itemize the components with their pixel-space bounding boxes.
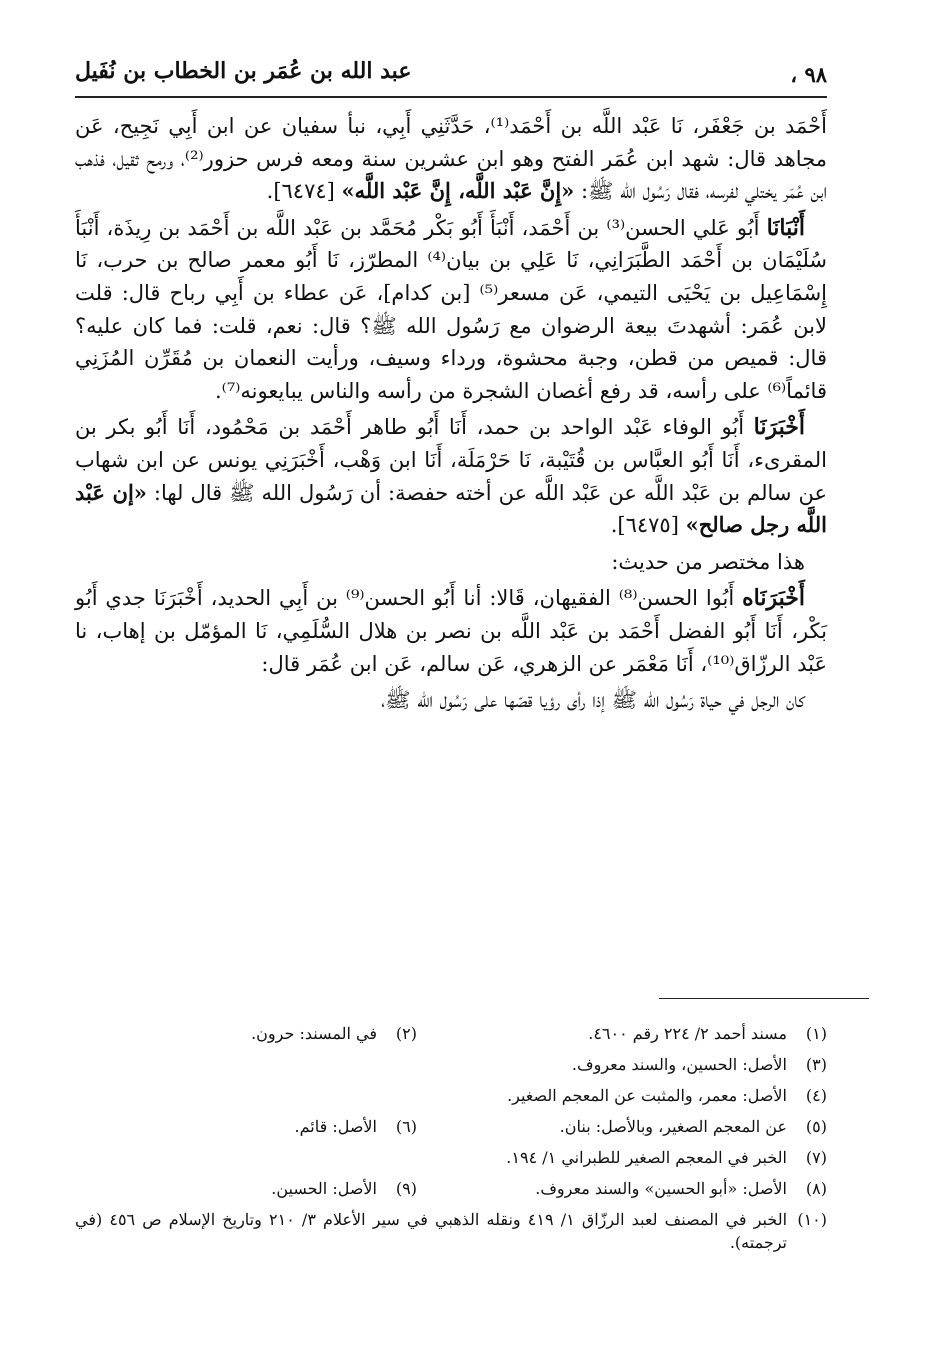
footnote-10: [75, 1208, 827, 1254]
footnote-number: (٩): [395, 1179, 417, 1198]
footnote-text: الأصل: «أبو الحسين» والسند معروف.: [535, 1179, 787, 1198]
header-rule: [75, 96, 827, 98]
footnote-number: (١٠): [797, 1210, 827, 1229]
footnote-text: الأصل: قائم.: [294, 1117, 377, 1136]
footnote-row: [75, 1115, 827, 1138]
footnote-number: (٦): [395, 1117, 417, 1136]
footnote-row: [75, 1022, 827, 1045]
footnote-row: [75, 1084, 827, 1107]
footnote-8: [417, 1177, 827, 1200]
footnote-text: الخبر في المعجم الصغير للطبراني ١/ ١٩٤.: [506, 1148, 787, 1167]
footnotes: [75, 1022, 827, 1262]
footnote-number: (٨): [805, 1179, 827, 1198]
paragraph-4: [75, 546, 827, 579]
paragraph-3-ref: [٦٤٧٥].: [610, 513, 679, 538]
footnote-text: عن المعجم الصغير، وبالأصل: بنان.: [559, 1117, 787, 1136]
paragraph-1-text: أَحْمَد بن جَعْفَر، نَا عَبْد اللَّه بن أَحْمَد⁽¹⁾، حَدَّثَنِي أَبِي، نبأ سفيان عن ابن أَبِي نَجِيح، عَن مجاهد قال: شهد ابن عُمَر الفتح وهو ابن عشرين سنة ومعه فرس حزور⁽²⁾، ورمح ثقيل، فذهب ابن عُمَر يختلي لفرسه، فقال رَسُول الله ﷺ:: [75, 114, 827, 204]
footnote-number: (١): [805, 1024, 827, 1043]
paragraph-1-quote: «إِنَّ عَبْد اللَّه، إِنَّ عَبْد اللَّه»: [341, 178, 575, 204]
footnote-row: [75, 1208, 827, 1254]
footnote-number: (٣): [805, 1055, 827, 1074]
footnote-row: [75, 1053, 827, 1076]
footnote-number: (٧): [805, 1148, 827, 1167]
footnote-7: [75, 1146, 827, 1169]
paragraph-2-lead: أَنْبَانَا: [766, 214, 805, 241]
main-text: [75, 110, 827, 721]
paragraph-4-text: هذا مختصر من حديث:: [611, 549, 805, 574]
footnote-number: (٥): [805, 1117, 827, 1136]
page-header: [75, 58, 827, 94]
footnote-text: الخبر في المصنف لعبد الرزّاق ١/ ٤١٩ ونقله الذهبي في سير الأعلام ٣/ ٢١٠ وتاريخ الإسلام ص ٤٥٦ (في ترجمته).: [75, 1210, 788, 1252]
footnote-4: [75, 1084, 827, 1107]
paragraph-2: [75, 212, 827, 408]
footnote-3: [75, 1053, 827, 1076]
paragraph-2-text: أَبُو عَلي الحسن⁽³⁾ بن أَحْمَد، أَنْبَأَ أَبُو بَكْر مُحَمَّد بن عَبْد اللَّه بن أَحْمَد بن رِيذَة، أَنْبَأَ سُلَيْمَان بن أَحْمَد الطَّبَرَانِي، نَا عَلِي بن بيان⁽⁴⁾ المطرّز، نَا أَبُو معمر صالح بن حرب، نَا إِسْمَاعِيل بن يَحْيَى التيمي، عَن مسعر⁽⁵⁾ [بن كدام]، عَن عطاء بن أَبِي رباح قال: قلت لابن عُمَر: أشهدتَ بيعة الرضوان مع رَسُول الله ﷺ؟ قال: نعم، قلت: فما كان عليه؟ قال: قميص من قطن، وجبة محشوة، ورداء وسيف، ورأيت النعمان بن مُقَرِّن المُزَنِي قائماً⁽⁶⁾ على رأسه، قد رفع أغصان الشجرة من رأسه والناس يبايعونه⁽⁷⁾.: [75, 215, 828, 403]
page-number: ٩٨ ،: [790, 62, 827, 87]
footnote-text: مسند أحمد ٢/ ٢٢٤ رقم ٤٦٠٠.: [588, 1024, 787, 1043]
paragraph-5: [75, 582, 827, 680]
footnote-number: (٢): [395, 1024, 417, 1043]
footnote-number: (٤): [805, 1086, 827, 1105]
paragraph-6-text: كان الرجل في حياة رَسُول الله ﷺ إذا رأى رؤيا قصّها على رَسُول الله ﷺ،: [381, 688, 805, 713]
footnote-9: [87, 1177, 417, 1200]
footnote-row: [75, 1146, 827, 1169]
footnote-2: [87, 1022, 417, 1045]
paragraph-3-text: أَبُو الوفاء عَبْد الواحد بن حمد، أَنَا أَبُو طاهر أَحْمَد بن مَحْمُود، أَنَا أَبُو بكر بن المقرىء، أَنَا أَبُو العبَّاس بن قُتَيْبة، نَا حَرْمَلَة، أَنَا ابن وَهْب، أَخْبَرَنِي يونس عن ابن شهاب عن سالم بن عَبْد اللَّه عن عَبْد اللَّه عن أخته حفصة: أن رَسُول الله ﷺ قال لها:: [75, 415, 827, 505]
footnote-text: الأصل: معمر، والمثبت عن المعجم الصغير.: [507, 1086, 787, 1105]
footnote-row: [75, 1177, 827, 1200]
footnote-separator: [659, 998, 869, 999]
paragraph-5-lead: أَخْبَرَنَاه: [742, 585, 805, 612]
footnote-text: الأصل: الحسين، والسند معروف.: [571, 1055, 787, 1074]
running-title: عبد الله بن عُمَر بن الخطاب بن نُفَيل: [75, 58, 412, 84]
paragraph-3: [75, 411, 827, 541]
footnote-text: في المسند: حرون.: [251, 1024, 377, 1043]
paragraph-1: [75, 110, 827, 208]
footnote-1: [417, 1022, 827, 1045]
paragraph-3-lead: أَخْبَرَنَا: [753, 414, 805, 441]
paragraph-6: [75, 684, 827, 717]
footnote-text: الأصل: الحسين.: [271, 1179, 377, 1198]
footnote-5: [417, 1115, 827, 1138]
paragraph-3-quote: «إن عَبْد اللَّه رجل صالح»: [75, 479, 827, 538]
paragraph-1-ref: [٦٤٧٤].: [266, 179, 335, 204]
paragraph-5-text: أَبُوا الحسن⁽⁸⁾ الفقيهان، قَالا: أنا أَبُو الحسن⁽⁹⁾ بن أَبِي الحديد، أَخْبَرَنَا جدي أَبُو بَكْر، أَنَا أَبُو الفضل أَحْمَد بن عَبْد اللَّه بن نصر بن هلال السُّلَمِي، نَا المؤمّل بن إهاب، نا عَبْد الرزّاق⁽¹⁰⁾، أَنَا مَعْمَر عن الزهري، عَن سالم، عَن ابن عُمَر قال:: [75, 586, 827, 676]
footnote-6: [87, 1115, 417, 1138]
